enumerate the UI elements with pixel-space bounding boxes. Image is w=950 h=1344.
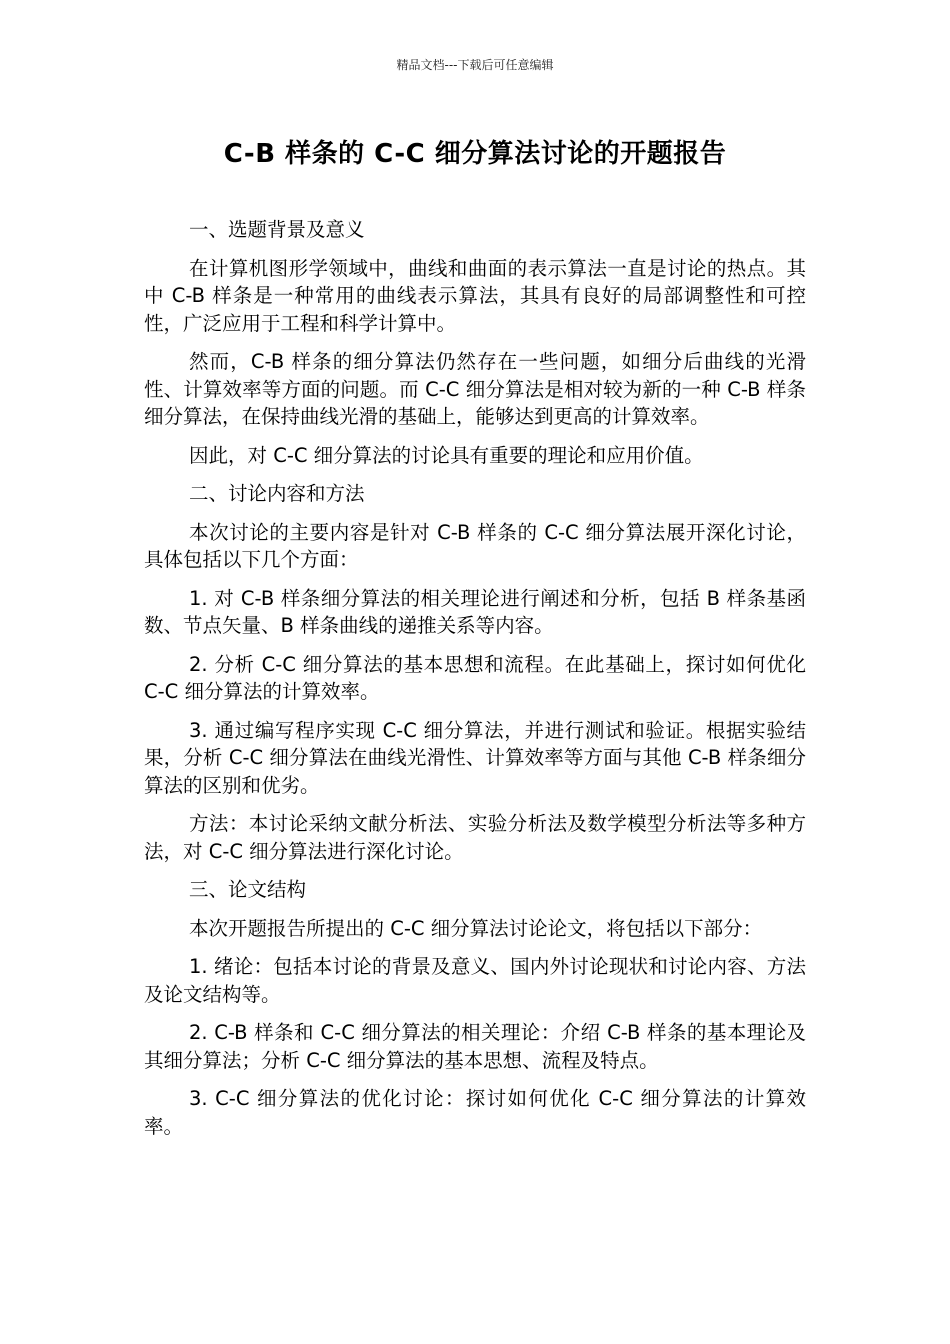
list-item: 3. C-C 细分算法的优化讨论：探讨如何优化 C-C 细分算法的计算效率。 — [144, 1087, 806, 1138]
paragraph: 方法：本讨论采纳文献分析法、实验分析法及数学模型分析法等多种方法，对 C-C 细分算法进行深化讨论。 — [144, 812, 806, 863]
document-title: C-B 样条的 C-C 细分算法讨论的开题报告 — [223, 139, 727, 169]
document-body — [144, 216, 806, 1151]
paragraph: 在计算机图形学领域中，曲线和曲面的表示算法一直是讨论的热点。其中 C-B 样条是一种常用的曲线表示算法，其具有良好的局部调整性和可控性，广泛应用于工程和科学计算中。 — [144, 256, 806, 335]
list-item: 2. C-B 样条和 C-C 细分算法的相关理论：介绍 C-B 样条的基本理论及其细分算法；分析 C-C 细分算法的基本思想、流程及特点。 — [144, 1021, 806, 1072]
list-item: 3. 通过编写程序实现 C-C 细分算法，并进行测试和验证。根据实验结果，分析 C-C 细分算法在曲线光滑性、计算效率等方面与其他 C-B 样条细分算法的区别和优劣。 — [144, 718, 806, 797]
page-header: 精品文档---下载后可任意编辑 — [396, 58, 554, 72]
section-heading-background: 一、选题背景及意义 — [189, 218, 365, 241]
paragraph: 因此，对 C-C 细分算法的讨论具有重要的理论和应用价值。 — [189, 443, 704, 467]
list-item: 1. 绪论：包括本讨论的背景及意义、国内外讨论现状和讨论内容、方法及论文结构等。 — [144, 955, 806, 1006]
list-item: 1. 对 C-B 样条细分算法的相关理论进行阐述和分析，包括 B 样条基函数、节点矢量、B 样条曲线的递推关系等内容。 — [144, 586, 806, 637]
section-heading-content-methods: 二、讨论内容和方法 — [189, 482, 365, 505]
section-heading-structure: 三、论文结构 — [189, 878, 307, 901]
list-item: 2. 分析 C-C 细分算法的基本思想和流程。在此基础上，探讨如何优化 C-C 细分算法的计算效率。 — [144, 652, 806, 703]
paragraph: 本次讨论的主要内容是针对 C-B 样条的 C-C 细分算法展开深化讨论，具体包括以下几个方面： — [144, 520, 806, 571]
paragraph: 然而，C-B 样条的细分算法仍然存在一些问题，如细分后曲线的光滑性、计算效率等方面的问题。而 C-C 细分算法是相对较为新的一种 C-B 样条细分算法，在保持曲线光滑的基础上，能够达到更高的计算效率。 — [144, 350, 806, 428]
paragraph: 本次开题报告所提出的 C-C 细分算法讨论论文，将包括以下部分： — [189, 916, 763, 940]
